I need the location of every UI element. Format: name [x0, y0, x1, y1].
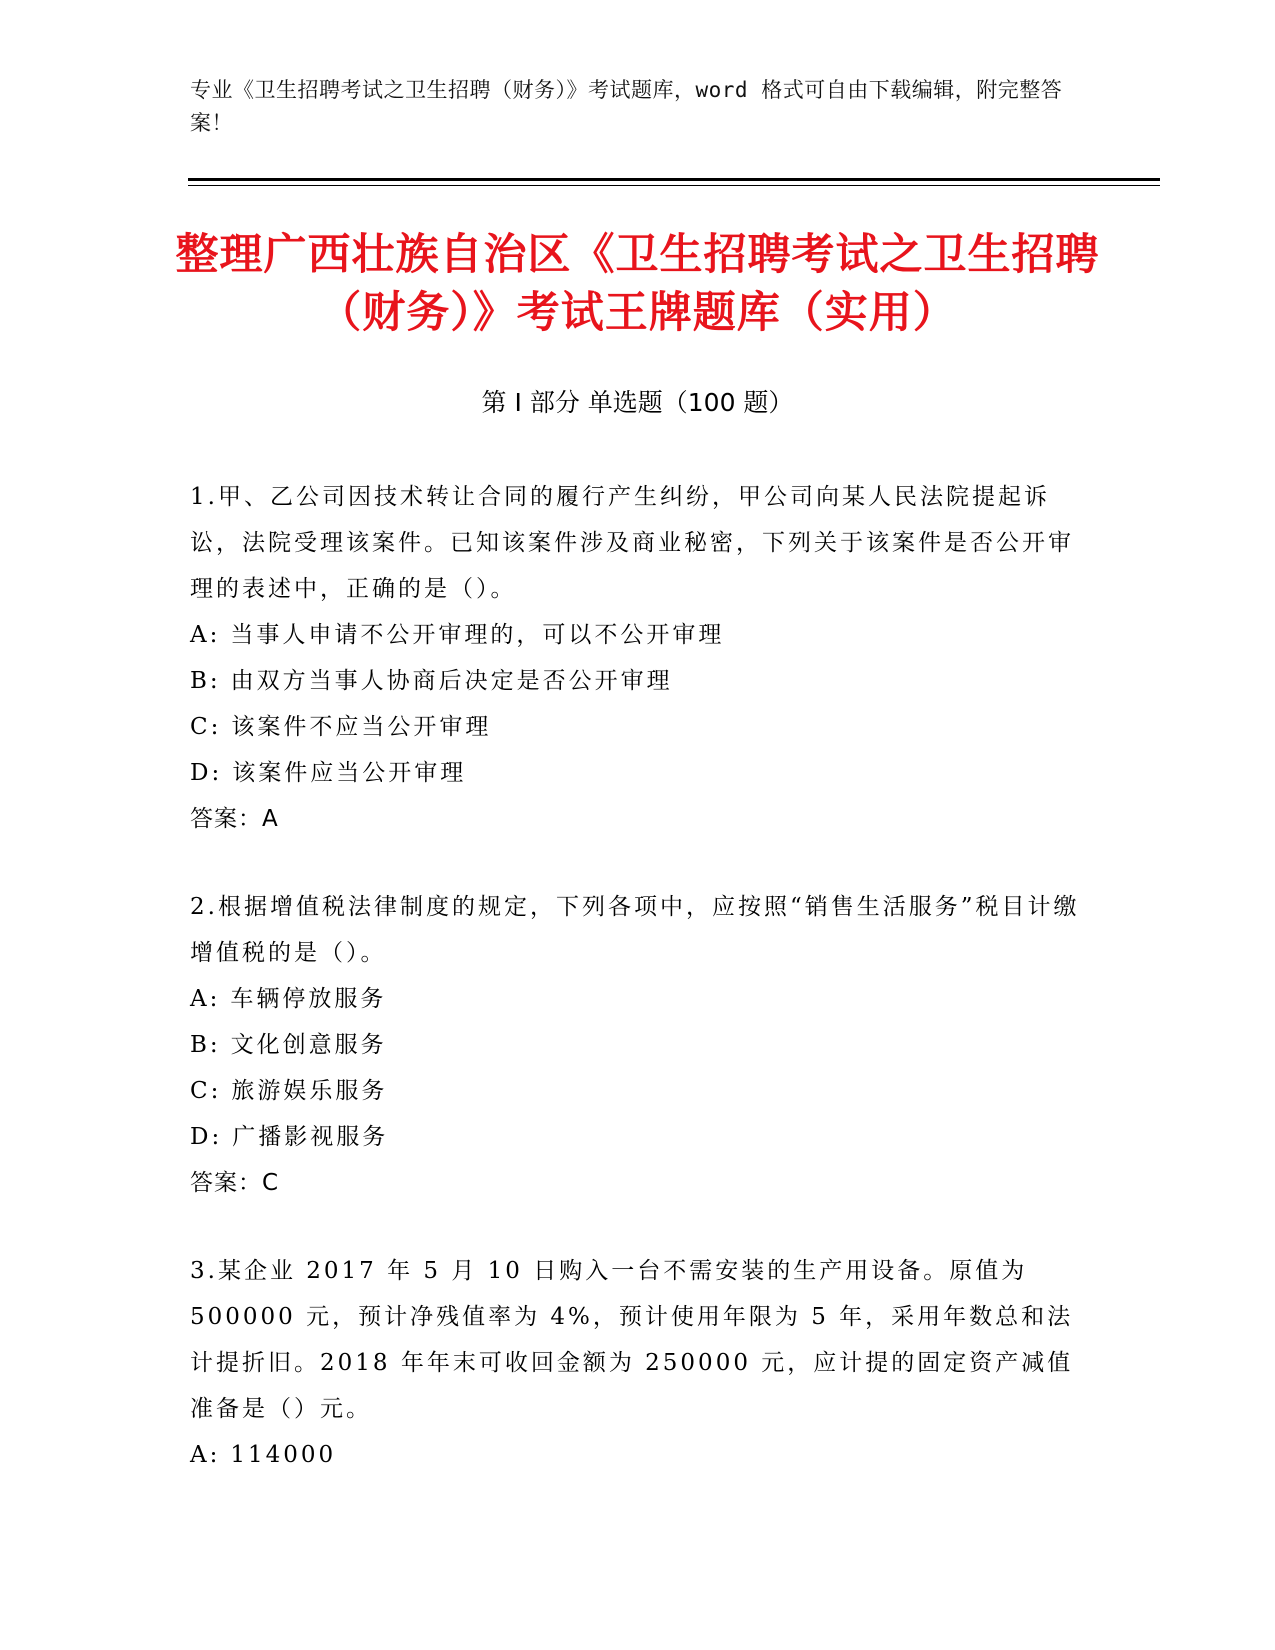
option-key: B: — [190, 1032, 221, 1058]
option-a — [190, 1432, 1090, 1478]
option-c — [190, 704, 1090, 750]
header-note: 专业《卫生招聘考试之卫生招聘（财务）》考试题库，word 格式可自由下载编辑，附完整答案！ — [190, 78, 1063, 135]
answer: 答案：C — [190, 1170, 280, 1196]
option-text: 广播影视服务 — [232, 1124, 389, 1150]
option-b — [190, 1022, 1090, 1068]
header-divider-thick — [188, 178, 1160, 181]
option-text: 文化创意服务 — [230, 1032, 387, 1058]
option-key: A: — [190, 986, 221, 1012]
option-text: 旅游娱乐服务 — [231, 1078, 388, 1104]
option-key: D: — [190, 760, 223, 786]
option-a — [190, 976, 1090, 1022]
option-text: 由双方当事人协商后决定是否公开审理 — [230, 668, 673, 694]
option-key: B: — [190, 668, 221, 694]
question-stem: 1.甲、乙公司因技术转让合同的履行产生纠纷，甲公司向某人民法院提起诉讼，法院受理该案件。已知该案件涉及商业秘密，下列关于该案件是否公开审理的表述中，正确的是（）。 — [190, 484, 1074, 602]
option-a — [190, 612, 1090, 658]
option-key: C: — [190, 714, 222, 740]
document-title: 整理广西壮族自治区《卫生招聘考试之卫生招聘（财务）》考试王牌题库（实用） — [175, 230, 1100, 338]
option-key: C: — [190, 1078, 222, 1104]
option-text: 当事人申请不公开审理的，可以不公开审理 — [230, 622, 725, 648]
header-divider-thin — [188, 185, 1160, 186]
question-stem: 3.某企业 2017 年 5 月 10 日购入一台不需安装的生产用设备。原值为 500000 元，预计净残值率为 4%，预计使用年限为 5 年，采用年数总和法计提折旧。2018 年年末可收回金额为 250000 元，应计提的固定资产减值准备是（）元。 — [190, 1258, 1074, 1422]
question-1 — [190, 474, 1090, 842]
option-key: D: — [190, 1124, 223, 1150]
option-text: 该案件应当公开审理 — [232, 760, 467, 786]
question-3 — [190, 1248, 1090, 1478]
option-d — [190, 1114, 1090, 1160]
option-b — [190, 658, 1090, 704]
option-text: 该案件不应当公开审理 — [231, 714, 492, 740]
question-stem: 2.根据增值税法律制度的规定，下列各项中，应按照“销售生活服务”税目计缴增值税的是（）。 — [190, 894, 1080, 966]
option-d — [190, 750, 1090, 796]
option-c — [190, 1068, 1090, 1114]
option-text: 114000 — [230, 1442, 337, 1468]
option-key: A: — [190, 622, 221, 648]
section-heading: 第 I 部分 单选题（100 题） — [481, 388, 794, 417]
question-2 — [190, 884, 1090, 1206]
option-text: 车辆停放服务 — [230, 986, 387, 1012]
answer: 答案：A — [190, 806, 279, 832]
option-key: A: — [190, 1442, 221, 1468]
